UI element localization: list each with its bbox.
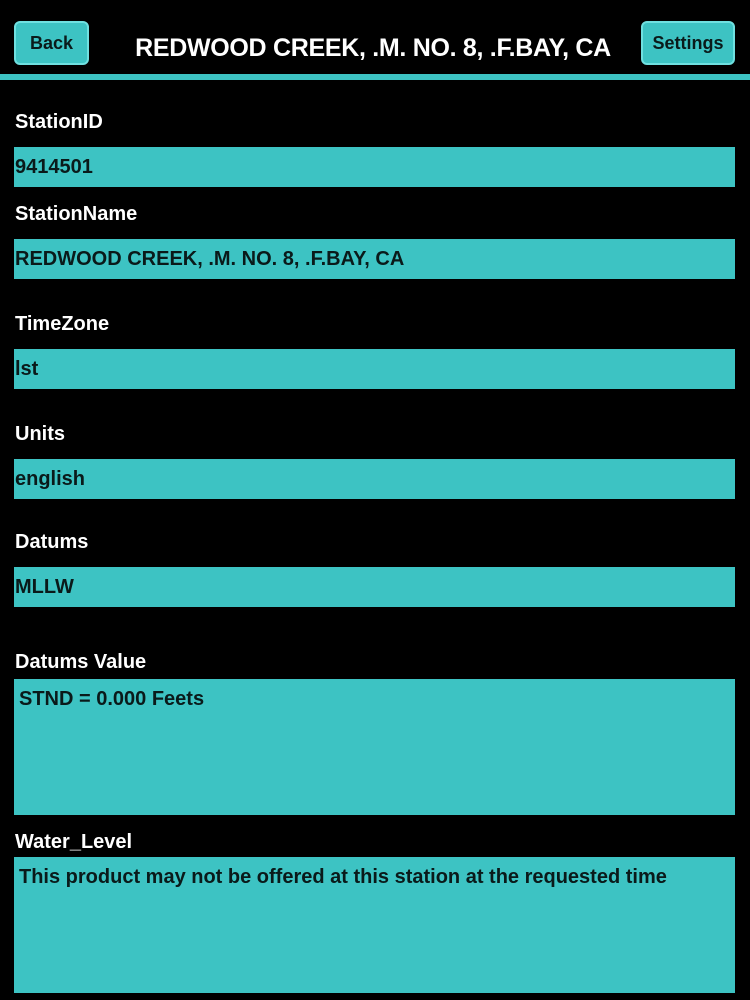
datums-value-textarea[interactable]: STND = 0.000 Feets: [14, 679, 735, 815]
datums-label: Datums: [15, 531, 89, 553]
header-divider: [0, 74, 750, 80]
station-id-field[interactable]: 9414501: [14, 147, 735, 187]
back-button[interactable]: Back: [14, 21, 89, 65]
settings-button[interactable]: Settings: [641, 21, 735, 65]
station-name-label: StationName: [15, 203, 138, 225]
units-label: Units: [15, 423, 65, 445]
datums-field[interactable]: MLLW: [14, 567, 735, 607]
water-level-label: Water_Level: [15, 831, 133, 853]
page-title: REDWOOD CREEK, .M. NO. 8, .F.BAY, CA: [135, 34, 611, 62]
time-zone-label: TimeZone: [15, 313, 110, 335]
water-level-textarea[interactable]: This product may not be offered at this station at the requested time: [14, 857, 735, 993]
station-name-field[interactable]: REDWOOD CREEK, .M. NO. 8, .F.BAY, CA: [14, 239, 735, 279]
navigation-bar: [0, 0, 750, 74]
units-field[interactable]: english: [14, 459, 735, 499]
time-zone-field[interactable]: lst: [14, 349, 735, 389]
datums-value-label: Datums Value: [15, 651, 147, 673]
station-id-label: StationID: [15, 111, 103, 133]
